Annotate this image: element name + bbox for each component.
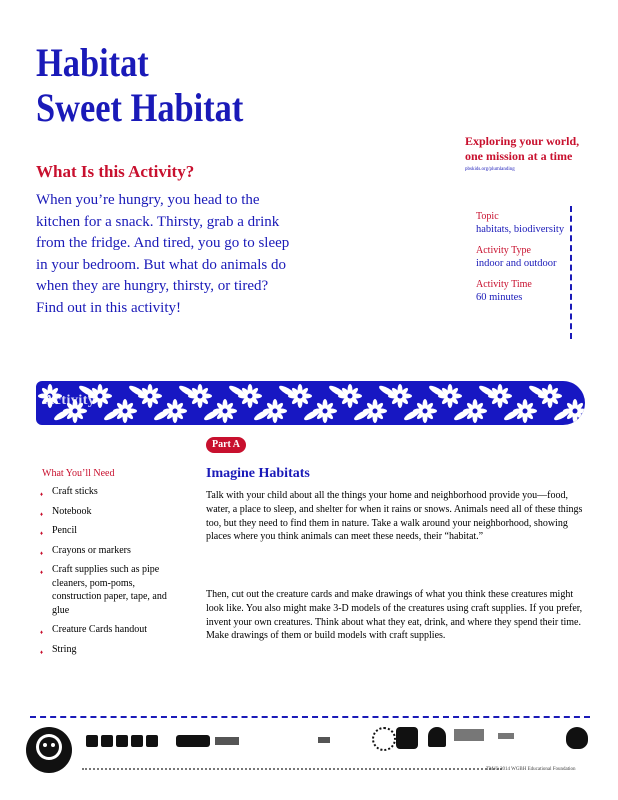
banner-flower [288, 384, 312, 408]
sponsor-logo [215, 737, 239, 745]
list-item: ♦ Craft sticks [42, 485, 172, 499]
topic-value: habitats, biodiversity [476, 224, 565, 235]
materials-list [42, 485, 172, 662]
imagine-habitats-heading: Imagine Habitats [206, 466, 310, 481]
imagine-paragraph-1: Talk with your child about all the things your home and neighborhood provide you—food, water, a place to sleep, and shelter for when it rains or snows. Animals need all of these things too, but they need to find them in nature. Take a walk around your neighborhood, showing places where you think animals can meet these needs, their “habitat.” [206, 490, 583, 543]
foundation-logo [428, 727, 446, 747]
nsf-logo [566, 727, 588, 749]
pbs-kids-logo[interactable] [26, 727, 72, 773]
page-title [36, 40, 243, 130]
banner-flower [538, 384, 562, 408]
tagline: Exploring your world, one mission at a time [465, 134, 580, 163]
title-line-1: Habitat [36, 40, 149, 85]
banner-flower [413, 399, 437, 423]
tumblr-icon[interactable] [146, 735, 158, 747]
part-a-badge: Part A [206, 437, 246, 453]
banner-flower [513, 399, 537, 423]
title-line-2: Sweet Habitat [36, 85, 244, 130]
pinterest-icon[interactable] [131, 735, 143, 747]
activity-type-value: indoor and outdoor [476, 258, 557, 269]
topic-label: Topic [476, 211, 499, 222]
copyright: TM/© 2014 WGBH Educational Foundation [486, 767, 576, 772]
banner-flower [463, 399, 487, 423]
banner-flower [563, 399, 585, 423]
banner-flower [238, 384, 262, 408]
footer-fine-print [82, 768, 502, 770]
sponsor-logo-small [318, 737, 330, 743]
cpb-logo [372, 727, 396, 751]
wgbh-logo [176, 735, 210, 747]
banner-flower [113, 399, 137, 423]
partner-logo [498, 733, 514, 739]
pbs-kids-face-icon [26, 727, 72, 773]
list-item: ♦ Creature Cards handout [42, 623, 172, 637]
banner-flower [363, 399, 387, 423]
activity-time-label: Activity Time [476, 279, 532, 290]
banner-flower [163, 399, 187, 423]
list-item: ♦ Craft supplies such as pipe cleaners, pom-poms, construction paper, tape, and glue [42, 563, 172, 617]
cpb-block-logo [396, 727, 418, 749]
banner-flower [213, 399, 237, 423]
imagine-paragraph-2: Then, cut out the creature cards and make drawings of what you think these creatures might look like. You also might make 3-D models of the creatures using craft supplies. If you prefer, invent your own creatures. Think about what they eat, drink, and where they spend their time. Make drawings of them or build models with craft supplies. [206, 589, 583, 642]
banner-flower [138, 384, 162, 408]
activity-banner [36, 381, 585, 425]
foundation-logo-text [454, 729, 484, 741]
banner-flower [388, 384, 412, 408]
youtube-icon[interactable] [116, 735, 128, 747]
activity-info-box [466, 206, 572, 339]
intro-text: When you’re hungry, you head to the kitchen for a snack. Thirsty, grab a drink from the fridge. And tired, you go to sleep in your bedroom. But what do animals do when they are hungry, thirsty, or tired? Find out in this activity! [36, 192, 290, 316]
flower-pattern [36, 381, 585, 425]
list-item: ♦ Crayons or markers [42, 544, 172, 558]
footer-divider [30, 716, 590, 718]
banner-flower [488, 384, 512, 408]
banner-flower [313, 399, 337, 423]
list-item: ♦ Notebook [42, 505, 172, 519]
banner-flower [338, 384, 362, 408]
facebook-icon[interactable] [86, 735, 98, 747]
what-you-need-heading: What You’ll Need [42, 468, 115, 479]
banner-leaf [578, 384, 585, 398]
activity-time-value: 60 minutes [476, 292, 523, 303]
list-item: ♦ String [42, 643, 172, 657]
what-heading: What Is this Activity? [36, 162, 195, 181]
list-item: ♦ Pencil [42, 524, 172, 538]
banner-flower [263, 399, 287, 423]
banner-flower [438, 384, 462, 408]
twitter-icon[interactable] [101, 735, 113, 747]
activity-type-label: Activity Type [476, 245, 531, 256]
banner-flower [188, 384, 212, 408]
banner-label: Activity [44, 393, 96, 408]
site-url[interactable]: pbskids.org/plumlanding [465, 167, 515, 172]
